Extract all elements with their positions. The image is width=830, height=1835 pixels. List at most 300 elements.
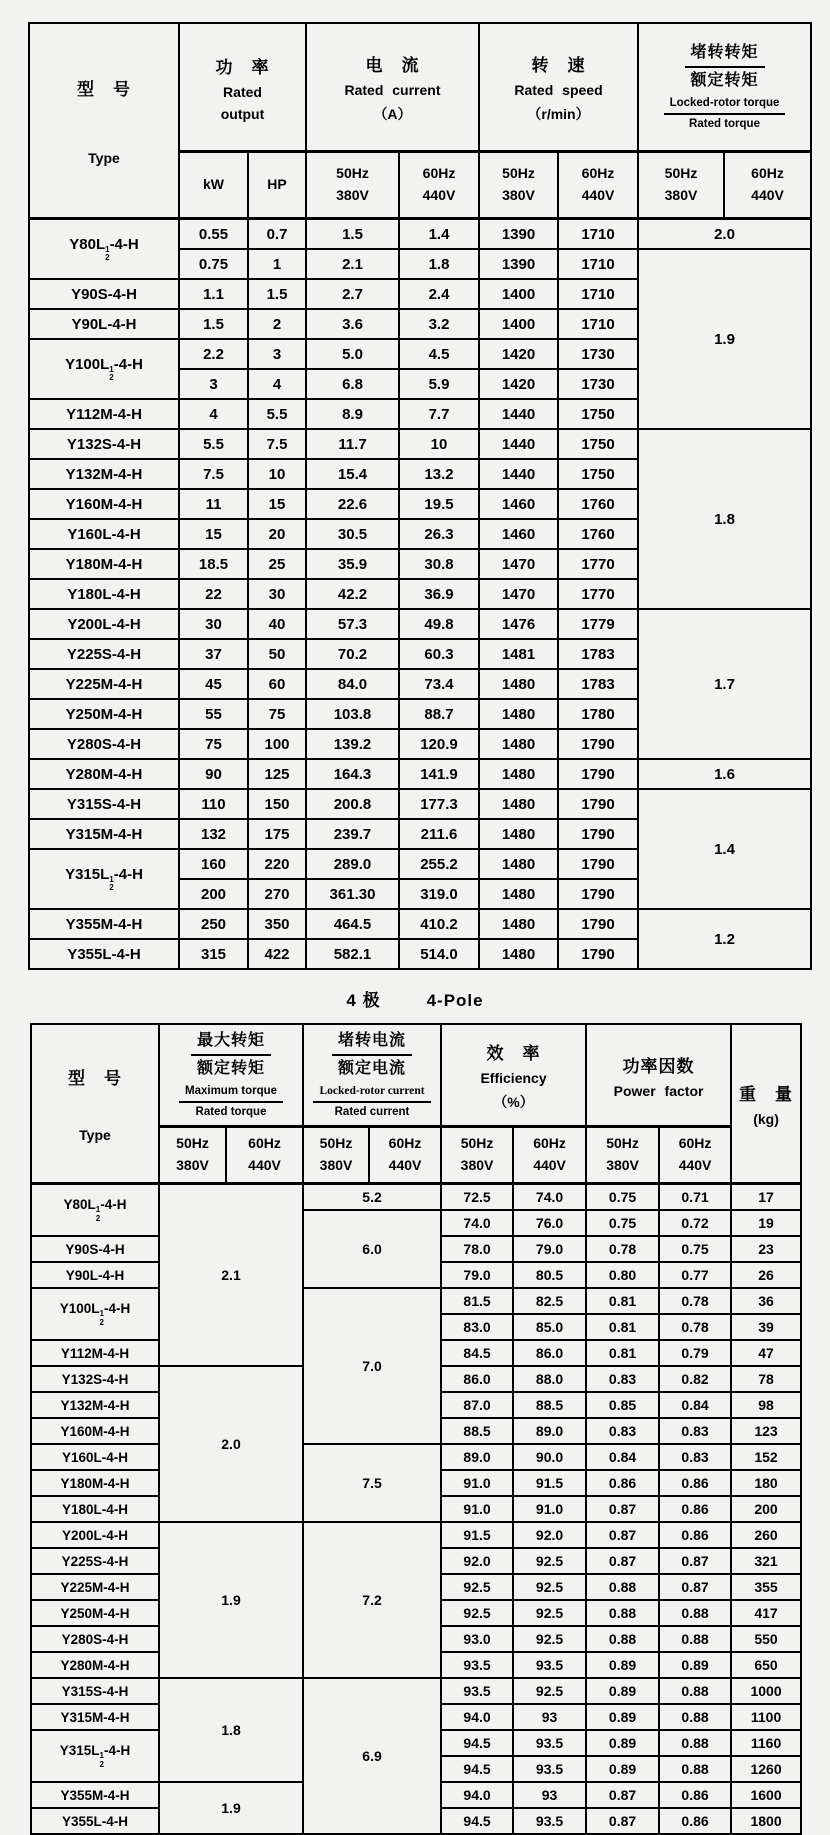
table-row (31, 1444, 801, 1470)
current-50hz-cell: 582.1 (306, 939, 399, 969)
kw-cell: 3 (179, 369, 248, 399)
locked-current-ratio-cell: 7.5 (303, 1444, 441, 1522)
hp-cell: 270 (248, 879, 306, 909)
kw-cell: 315 (179, 939, 248, 969)
current-header-cn: 电 流 (365, 55, 420, 75)
model-cell: Y250M-4-H (29, 699, 179, 729)
speed-60hz-cell: 1730 (558, 339, 638, 369)
hp-cell: 100 (248, 729, 306, 759)
current-60hz-cell: 514.0 (399, 939, 479, 969)
current-60hz-cell: 410.2 (399, 909, 479, 939)
model-cell: Y160M-4-H (31, 1418, 159, 1444)
model-cell: Y315M-4-H (29, 819, 179, 849)
power-factor-60hz-cell: 0.86 (659, 1522, 731, 1548)
kw-cell: 1.1 (179, 279, 248, 309)
model-cell: Y355L-4-H (29, 939, 179, 969)
weight-cell: 1160 (731, 1730, 801, 1756)
table-row (29, 429, 811, 459)
torque-ratio-cell: 1.2 (638, 909, 811, 969)
freq-header: 50Hz 380V (586, 1127, 659, 1184)
efficiency-60hz-cell: 91.5 (513, 1470, 586, 1496)
current-60hz-cell: 1.8 (399, 249, 479, 279)
kw-cell: 75 (179, 729, 248, 759)
kw-cell: 18.5 (179, 549, 248, 579)
efficiency-50hz-cell: 94.5 (441, 1756, 513, 1782)
efficiency-50hz-cell: 91.5 (441, 1522, 513, 1548)
power-factor-60hz-cell: 0.88 (659, 1600, 731, 1626)
model-cell: Y250M-4-H (31, 1600, 159, 1626)
hp-cell: 20 (248, 519, 306, 549)
power-factor-60hz-cell: 0.82 (659, 1366, 731, 1392)
weight-cell: 260 (731, 1522, 801, 1548)
speed-50hz-cell: 1480 (479, 879, 558, 909)
efficiency-60hz-cell: 92.5 (513, 1678, 586, 1704)
model-cell: Y355M-4-H (31, 1782, 159, 1808)
current-50hz-cell: 139.2 (306, 729, 399, 759)
speed-50hz-cell: 1480 (479, 729, 558, 759)
speed-50hz-cell: 1480 (479, 819, 558, 849)
freq-header: 60Hz 440V (659, 1127, 731, 1184)
current-60hz-cell: 4.5 (399, 339, 479, 369)
speed-50hz-cell: 1480 (479, 699, 558, 729)
efficiency-50hz-cell: 91.0 (441, 1470, 513, 1496)
freq-header: 50Hz 380V (638, 152, 724, 219)
hp-cell: 10 (248, 459, 306, 489)
power-factor-60hz-cell: 0.86 (659, 1496, 731, 1522)
max-torque-ratio-cell: 1.8 (159, 1678, 303, 1782)
speed-60hz-cell: 1750 (558, 399, 638, 429)
current-60hz-cell: 211.6 (399, 819, 479, 849)
table-row (29, 219, 811, 250)
current-60hz-cell: 120.9 (399, 729, 479, 759)
weight-cell: 39 (731, 1314, 801, 1340)
model-cell: Y90S-4-H (31, 1236, 159, 1262)
power-factor-60hz-cell: 0.87 (659, 1574, 731, 1600)
freq-header: 60Hz 440V (724, 152, 811, 219)
freq-header: 60Hz 440V (399, 152, 479, 219)
current-50hz-cell: 3.6 (306, 309, 399, 339)
power-factor-60hz-cell: 0.88 (659, 1730, 731, 1756)
model-header-en: Type (79, 1127, 111, 1144)
hp-cell: 1.5 (248, 279, 306, 309)
freq-header: 60Hz 440V (558, 152, 638, 219)
power-factor-60hz-cell: 0.77 (659, 1262, 731, 1288)
model-cell: Y112M-4-H (29, 399, 179, 429)
weight-cell: 98 (731, 1392, 801, 1418)
efficiency-60hz-cell: 91.0 (513, 1496, 586, 1522)
current-50hz-cell: 164.3 (306, 759, 399, 789)
efficiency-60hz-cell: 79.0 (513, 1236, 586, 1262)
efficiency-60hz-cell: 93 (513, 1704, 586, 1730)
power-factor-50hz-cell: 0.87 (586, 1808, 659, 1834)
model-cell: Y180M-4-H (29, 549, 179, 579)
power-factor-60hz-cell: 0.88 (659, 1704, 731, 1730)
speed-60hz-cell: 1783 (558, 669, 638, 699)
current-header-en: Rated current (344, 81, 441, 98)
hp-cell: 350 (248, 909, 306, 939)
efficiency-50hz-cell: 89.0 (441, 1444, 513, 1470)
power-factor-header: 功率因数 Power factor (586, 1024, 731, 1127)
efficiency-50hz-cell: 94.0 (441, 1782, 513, 1808)
freq-header: 50Hz 380V (441, 1127, 513, 1184)
power-factor-60hz-cell: 0.79 (659, 1340, 731, 1366)
torque-ratio-cell: 1.8 (638, 429, 811, 609)
speed-50hz-cell: 1480 (479, 789, 558, 819)
speed-60hz-cell: 1779 (558, 609, 638, 639)
model-cell: Y200L-4-H (31, 1522, 159, 1548)
speed-50hz-cell: 1400 (479, 309, 558, 339)
freq-header: 50Hz 380V (303, 1127, 369, 1184)
weight-cell: 200 (731, 1496, 801, 1522)
power-factor-50hz-cell: 0.89 (586, 1756, 659, 1782)
torque-ratio-en-num: Locked-rotor torque (664, 96, 786, 115)
hp-cell: 2 (248, 309, 306, 339)
power-factor-50hz-cell: 0.85 (586, 1392, 659, 1418)
efficiency-60hz-cell: 74.0 (513, 1184, 586, 1211)
power-factor-50hz-cell: 0.83 (586, 1418, 659, 1444)
locked-current-cn: $\frac{\text{堵转电流}}{\text{额定电流}}$ (332, 1030, 412, 1079)
current-60hz-cell: 60.3 (399, 639, 479, 669)
efficiency-50hz-cell: 92.0 (441, 1548, 513, 1574)
speed-60hz-cell: 1790 (558, 939, 638, 969)
current-60hz-cell: 3.2 (399, 309, 479, 339)
current-50hz-cell: 15.4 (306, 459, 399, 489)
current-50hz-cell: 2.7 (306, 279, 399, 309)
kw-cell: 22 (179, 579, 248, 609)
power-factor-60hz-cell: 0.89 (659, 1652, 731, 1678)
model-header (29, 23, 179, 219)
power-factor-50hz-cell: 0.75 (586, 1210, 659, 1236)
efficiency-header: 效 率 Efficiency （%） (441, 1024, 586, 1127)
model-cell: Y132M-4-H (31, 1392, 159, 1418)
spec-table-2-body (31, 1184, 801, 1835)
speed-60hz-cell: 1790 (558, 849, 638, 879)
weight-cell: 17 (731, 1184, 801, 1211)
max-torque-ratio-cell: 2.1 (159, 1184, 303, 1367)
current-50hz-cell: 200.8 (306, 789, 399, 819)
torque-ratio-cell: 1.7 (638, 609, 811, 759)
speed-60hz-cell: 1750 (558, 429, 638, 459)
model-header (31, 1024, 159, 1184)
current-50hz-cell: 1.5 (306, 219, 399, 250)
kw-cell: 160 (179, 849, 248, 879)
torque-ratio-en (664, 96, 786, 132)
power-factor-50hz-cell: 0.88 (586, 1626, 659, 1652)
power-factor-60hz-cell: 0.78 (659, 1314, 731, 1340)
kw-cell: 30 (179, 609, 248, 639)
speed-60hz-cell: 1770 (558, 549, 638, 579)
power-factor-50hz-cell: 0.87 (586, 1548, 659, 1574)
power-factor-50hz-cell: 0.89 (586, 1730, 659, 1756)
current-header-unit: （A） (373, 105, 412, 122)
efficiency-60hz-cell: 92.0 (513, 1522, 586, 1548)
table-row (31, 1288, 801, 1314)
weight-cell: 1100 (731, 1704, 801, 1730)
power-factor-50hz-cell: 0.88 (586, 1600, 659, 1626)
max-torque-en: $\frac{\text{Maximum torque}}{\text{Rated torque}}$ (179, 1084, 283, 1120)
current-50hz-cell: 42.2 (306, 579, 399, 609)
current-50hz-cell: 11.7 (306, 429, 399, 459)
efficiency-60hz-cell: 93.5 (513, 1808, 586, 1834)
power-factor-60hz-cell: 0.75 (659, 1236, 731, 1262)
speed-50hz-cell: 1476 (479, 609, 558, 639)
locked-current-en: $\frac{\text{Locked-rotor current}}{\text{Rated current}}$ (313, 1084, 430, 1120)
current-50hz-cell: 361.30 (306, 879, 399, 909)
speed-50hz-cell: 1460 (479, 519, 558, 549)
power-factor-60hz-cell: 0.83 (659, 1418, 731, 1444)
current-60hz-cell: 49.8 (399, 609, 479, 639)
weight-cell: 1600 (731, 1782, 801, 1808)
efficiency-50hz-cell: 93.0 (441, 1626, 513, 1652)
weight-cell: 26 (731, 1262, 801, 1288)
efficiency-50hz-cell: 81.5 (441, 1288, 513, 1314)
current-50hz-cell: 8.9 (306, 399, 399, 429)
speed-60hz-cell: 1750 (558, 459, 638, 489)
model-cell: Y315S-4-H (31, 1678, 159, 1704)
efficiency-60hz-cell: 93.5 (513, 1730, 586, 1756)
weight-cell: 1260 (731, 1756, 801, 1782)
motor-spec-table-ratings (28, 22, 812, 970)
kw-cell: 45 (179, 669, 248, 699)
hp-cell: 50 (248, 639, 306, 669)
current-60hz-cell: 30.8 (399, 549, 479, 579)
hp-cell: 25 (248, 549, 306, 579)
power-header-en2: output (220, 105, 265, 122)
power-factor-60hz-cell: 0.71 (659, 1184, 731, 1211)
kw-cell: 37 (179, 639, 248, 669)
efficiency-60hz-cell: 86.0 (513, 1340, 586, 1366)
kw-cell: 2.2 (179, 339, 248, 369)
efficiency-60hz-cell: 93.5 (513, 1652, 586, 1678)
current-50hz-cell: 30.5 (306, 519, 399, 549)
kw-cell: 7.5 (179, 459, 248, 489)
torque-ratio-cell: 1.4 (638, 789, 811, 909)
model-cell: Y355L-4-H (31, 1808, 159, 1834)
speed-50hz-cell: 1480 (479, 669, 558, 699)
hp-cell: 0.7 (248, 219, 306, 250)
model-cell: Y280M-4-H (29, 759, 179, 789)
model-cell: Y225S-4-H (29, 639, 179, 669)
efficiency-60hz-cell: 93.5 (513, 1756, 586, 1782)
current-50hz-cell: 464.5 (306, 909, 399, 939)
speed-60hz-cell: 1790 (558, 909, 638, 939)
current-60hz-cell: 319.0 (399, 879, 479, 909)
efficiency-60hz-cell: 89.0 (513, 1418, 586, 1444)
power-factor-50hz-cell: 0.81 (586, 1314, 659, 1340)
frame-variant-stack: 1 2 (109, 874, 114, 892)
model-cell: Y225M-4-H (31, 1574, 159, 1600)
power-factor-50hz-cell: 0.81 (586, 1288, 659, 1314)
max-torque-ratio-cell: 1.9 (159, 1782, 303, 1834)
power-factor-60hz-cell: 0.72 (659, 1210, 731, 1236)
frame-variant-stack: 1 2 (105, 244, 110, 262)
efficiency-60hz-cell: 82.5 (513, 1288, 586, 1314)
kw-cell: 250 (179, 909, 248, 939)
max-torque-cn: $\frac{\text{最大转矩}}{\text{额定转矩}}$ (191, 1030, 271, 1079)
speed-60hz-cell: 1790 (558, 789, 638, 819)
speed-header (479, 23, 638, 152)
power-factor-50hz-cell: 0.87 (586, 1782, 659, 1808)
kw-cell: 5.5 (179, 429, 248, 459)
table-row (29, 909, 811, 939)
efficiency-60hz-cell: 90.0 (513, 1444, 586, 1470)
model-cell: Y180L-4-H (31, 1496, 159, 1522)
kw-cell: 0.75 (179, 249, 248, 279)
speed-header-unit: （r/min） (527, 105, 590, 122)
power-header (179, 23, 306, 152)
kw-cell: 110 (179, 789, 248, 819)
max-torque-ratio-header (159, 1024, 303, 1127)
efficiency-50hz-cell: 83.0 (441, 1314, 513, 1340)
efficiency-50hz-cell: 78.0 (441, 1236, 513, 1262)
power-factor-60hz-cell: 0.88 (659, 1626, 731, 1652)
power-factor-50hz-cell: 0.83 (586, 1366, 659, 1392)
model-cell: Y100L 1 2 -4-H (31, 1288, 159, 1340)
weight-cell: 355 (731, 1574, 801, 1600)
efficiency-50hz-cell: 86.0 (441, 1366, 513, 1392)
power-factor-60hz-cell: 0.83 (659, 1444, 731, 1470)
power-factor-50hz-cell: 0.88 (586, 1574, 659, 1600)
max-torque-ratio-cell: 1.9 (159, 1522, 303, 1678)
weight-cell: 1000 (731, 1678, 801, 1704)
locked-current-ratio-cell: 6.9 (303, 1678, 441, 1834)
efficiency-60hz-cell: 93 (513, 1782, 586, 1808)
max-torque-ratio-cell: 2.0 (159, 1366, 303, 1522)
hp-cell: 7.5 (248, 429, 306, 459)
model-cell: Y90S-4-H (29, 279, 179, 309)
efficiency-60hz-cell: 92.5 (513, 1574, 586, 1600)
pole-divider-en: 4-Pole (426, 991, 484, 1010)
freq-header: 60Hz 440V (226, 1127, 303, 1184)
freq-header: 60Hz 440V (513, 1127, 586, 1184)
power-header-en1: Rated (223, 83, 262, 100)
speed-50hz-cell: 1390 (479, 249, 558, 279)
locked-current-ratio-cell: 7.2 (303, 1522, 441, 1678)
table-row (29, 789, 811, 819)
hp-header: HP (248, 152, 306, 219)
current-50hz-cell: 103.8 (306, 699, 399, 729)
efficiency-50hz-cell: 94.5 (441, 1808, 513, 1834)
current-60hz-cell: 13.2 (399, 459, 479, 489)
efficiency-50hz-cell: 94.0 (441, 1704, 513, 1730)
power-factor-50hz-cell: 0.81 (586, 1340, 659, 1366)
current-50hz-cell: 5.0 (306, 339, 399, 369)
power-factor-50hz-cell: 0.87 (586, 1496, 659, 1522)
speed-50hz-cell: 1480 (479, 939, 558, 969)
efficiency-50hz-cell: 92.5 (441, 1574, 513, 1600)
current-50hz-cell: 22.6 (306, 489, 399, 519)
model-cell: Y90L-4-H (31, 1262, 159, 1288)
model-header-cn: 型 号 (77, 79, 131, 99)
motor-spec-table-performance (30, 1023, 802, 1835)
torque-ratio-cn-den: 额定转矩 (690, 71, 759, 89)
speed-50hz-cell: 1420 (479, 369, 558, 399)
model-cell: Y280S-4-H (31, 1626, 159, 1652)
pole-divider (0, 986, 830, 1011)
locked-current-ratio-header (303, 1024, 441, 1127)
model-cell: Y315M-4-H (31, 1704, 159, 1730)
speed-50hz-cell: 1480 (479, 909, 558, 939)
speed-50hz-cell: 1480 (479, 849, 558, 879)
current-60hz-cell: 177.3 (399, 789, 479, 819)
kw-cell: 0.55 (179, 219, 248, 250)
frame-variant-stack: 1 2 (99, 1751, 104, 1769)
current-header (306, 23, 479, 152)
current-60hz-cell: 141.9 (399, 759, 479, 789)
speed-60hz-cell: 1760 (558, 489, 638, 519)
speed-50hz-cell: 1470 (479, 579, 558, 609)
kw-header: kW (179, 152, 248, 219)
speed-60hz-cell: 1783 (558, 639, 638, 669)
power-header-cn: 功 率 (215, 57, 270, 77)
table-row (31, 1184, 801, 1211)
weight-cell: 650 (731, 1652, 801, 1678)
speed-50hz-cell: 1440 (479, 399, 558, 429)
power-factor-60hz-cell: 0.88 (659, 1756, 731, 1782)
speed-header-cn: 转 速 (531, 55, 586, 75)
speed-60hz-cell: 1790 (558, 759, 638, 789)
speed-50hz-cell: 1480 (479, 759, 558, 789)
model-cell: Y180M-4-H (31, 1470, 159, 1496)
current-60hz-cell: 36.9 (399, 579, 479, 609)
current-50hz-cell: 2.1 (306, 249, 399, 279)
current-60hz-cell: 5.9 (399, 369, 479, 399)
efficiency-60hz-cell: 92.5 (513, 1600, 586, 1626)
speed-60hz-cell: 1780 (558, 699, 638, 729)
header-row-main (31, 1024, 801, 1127)
model-cell: Y225S-4-H (31, 1548, 159, 1574)
current-60hz-cell: 26.3 (399, 519, 479, 549)
header-row-main (29, 23, 811, 152)
frame-variant-stack: 1 2 (95, 1205, 101, 1223)
current-50hz-cell: 6.8 (306, 369, 399, 399)
efficiency-50hz-cell: 84.5 (441, 1340, 513, 1366)
model-cell: Y180L-4-H (29, 579, 179, 609)
kw-cell: 55 (179, 699, 248, 729)
speed-50hz-cell: 1460 (479, 489, 558, 519)
power-factor-60hz-cell: 0.78 (659, 1288, 731, 1314)
efficiency-60hz-cell: 85.0 (513, 1314, 586, 1340)
weight-cell: 152 (731, 1444, 801, 1470)
weight-header: 重 量 (kg) (731, 1024, 801, 1184)
efficiency-50hz-cell: 74.0 (441, 1210, 513, 1236)
efficiency-50hz-cell: 94.5 (441, 1730, 513, 1756)
weight-cell: 417 (731, 1600, 801, 1626)
hp-cell: 150 (248, 789, 306, 819)
current-60hz-cell: 2.4 (399, 279, 479, 309)
hp-cell: 3 (248, 339, 306, 369)
speed-60hz-cell: 1710 (558, 279, 638, 309)
model-cell: Y315L 1 2 -4-H (29, 849, 179, 909)
torque-ratio-header (638, 23, 811, 152)
kw-cell: 200 (179, 879, 248, 909)
speed-60hz-cell: 1760 (558, 519, 638, 549)
weight-cell: 180 (731, 1470, 801, 1496)
efficiency-50hz-cell: 79.0 (441, 1262, 513, 1288)
current-60hz-cell: 1.4 (399, 219, 479, 250)
speed-header-en: Rated speed (514, 81, 603, 98)
hp-cell: 175 (248, 819, 306, 849)
speed-50hz-cell: 1440 (479, 459, 558, 489)
power-factor-60hz-cell: 0.87 (659, 1548, 731, 1574)
model-cell: Y80L 1 2 -4-H (29, 219, 179, 280)
kw-cell: 15 (179, 519, 248, 549)
current-50hz-cell: 70.2 (306, 639, 399, 669)
hp-cell: 1 (248, 249, 306, 279)
model-cell: Y355M-4-H (29, 909, 179, 939)
speed-50hz-cell: 1470 (479, 549, 558, 579)
efficiency-50hz-cell: 92.5 (441, 1600, 513, 1626)
